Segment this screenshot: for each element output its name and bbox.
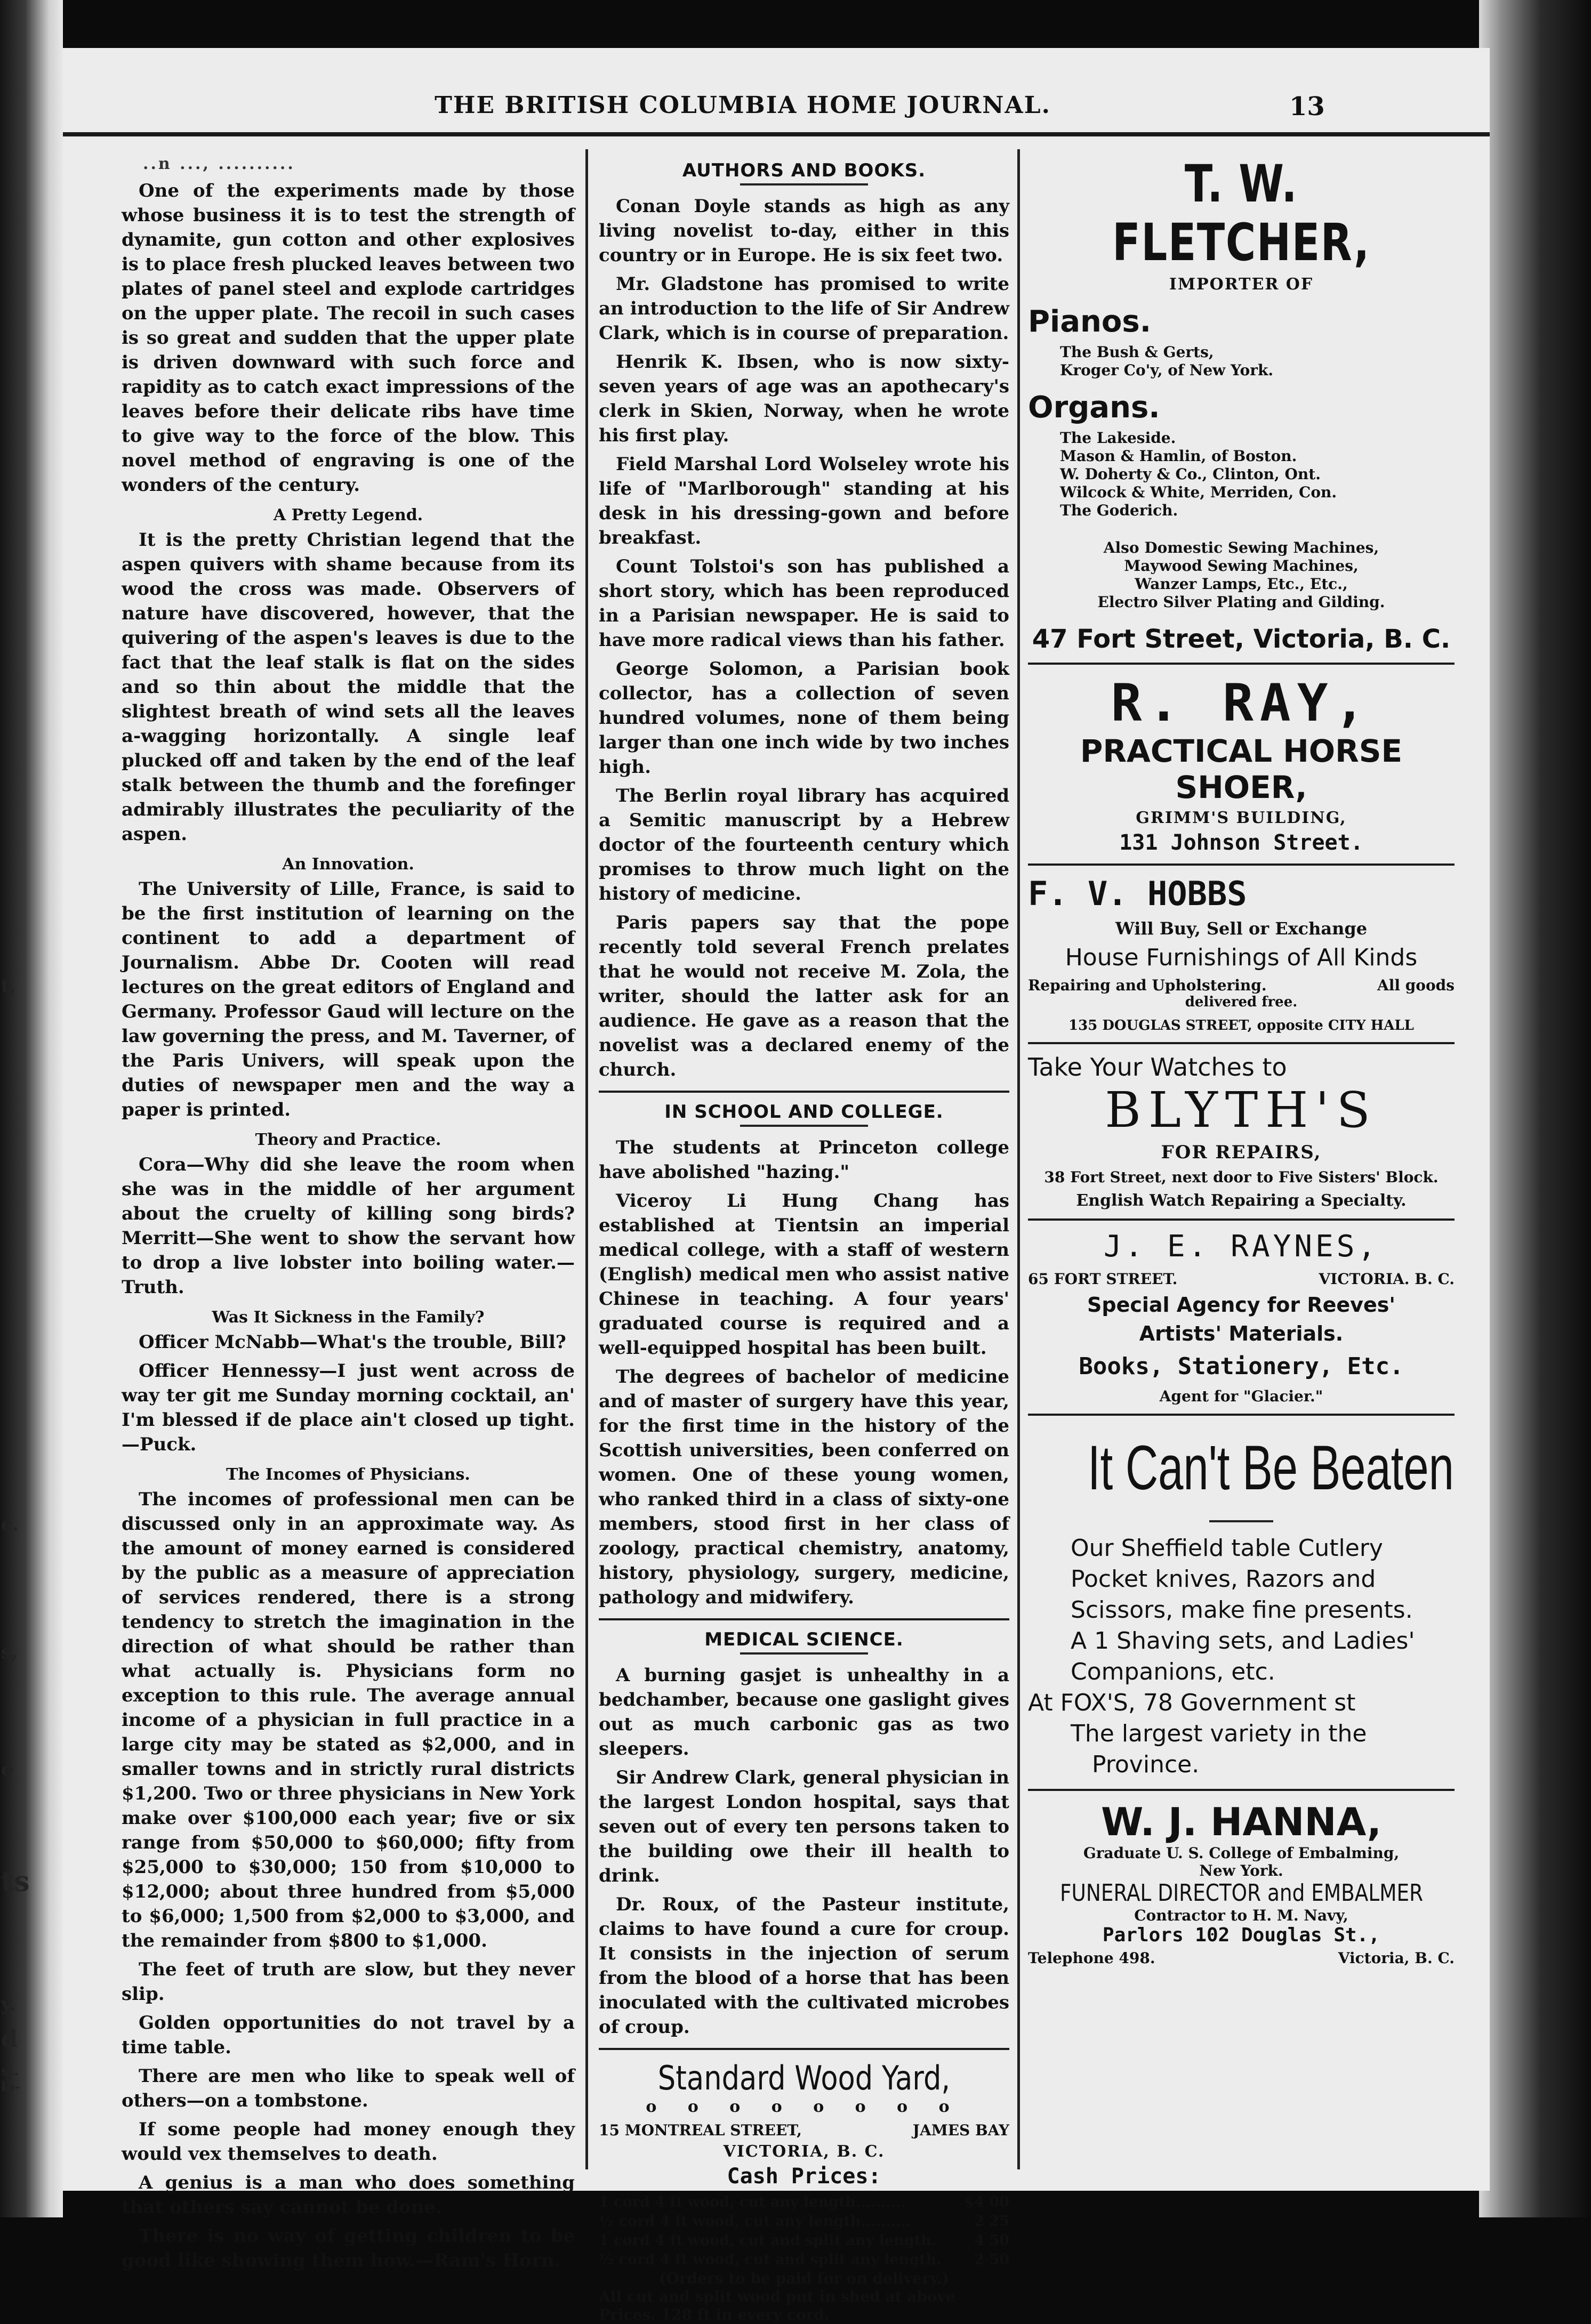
price-item: 1 cord 4 ft wood, cut and split any length. — [599, 2232, 937, 2249]
raynes-agency: Special Agency for Reeves' — [1087, 1293, 1395, 1317]
saying-genius: A genius is a man who does something that others say cannot be done. — [122, 2172, 575, 2218]
price-value: $4 00 — [964, 2194, 1009, 2210]
ad-raynes — [1028, 1229, 1455, 1405]
divider — [1028, 1789, 1455, 1791]
item-ibsen: Henrik K. Ibsen, who is now sixty-seven years of age was an apothecary's clerk in Skien, Norway, when he wrote his first play. — [599, 351, 1009, 446]
gutter-fragment: lo- — [1, 2079, 20, 2094]
ad-blyth — [1028, 1053, 1455, 1210]
page-header — [63, 92, 1490, 129]
fletcher-organ-item: The Lakeside. — [1060, 429, 1176, 447]
price-item: 1 cord 4 ft wood, cut any length.......... — [599, 2194, 906, 2210]
newspaper-page — [63, 48, 1490, 2323]
ad-standard-wood-yard — [599, 2059, 1009, 2324]
beaten-line: A 1 Shaving sets, and Ladies' — [1071, 1627, 1415, 1655]
hobbs-all-goods: All goods — [1377, 977, 1455, 994]
item-paris: Paris papers say that the pope recently told several French prelates that he would not receive M. Zola, the writer, should the latter ask for an audience. He gave as a reason that the novelist was a declared enemy of the church. — [599, 912, 1009, 1080]
article-sickness-2: Officer Hennessy—I just went across de way ter git me Sunday morning cocktail, an' I'm blessed if de place ain't closed up tight.—Puck. — [122, 1360, 575, 1455]
section-authors-books: AUTHORS AND BOOKS. — [682, 160, 926, 181]
price-row — [599, 2193, 1009, 2212]
price-item: ½ cord 4 ft wood, cut and split any length. — [599, 2252, 942, 2268]
fletcher-organ-item: The Goderich. — [1060, 502, 1178, 519]
price-value: 2 50 — [974, 2252, 1009, 2268]
article-pretty-legend: It is the pretty Christian legend that the aspen quivers with shame because from its wood the cross was made. Observers of nature have discovered, however, that the quivering of the aspen's leaves is due to the fact that the leaf stalk is flat on the sides and so thin about the middle that the slightest breath of wind sets all the leaves a-wagging horizontally. A single leaf plucked off and taken by the end of the leaf stalk between the thumb and the forefinger admirably illustrates the peculiarity of the aspen. — [122, 529, 575, 845]
raynes-city: VICTORIA. B. C. — [1319, 1270, 1455, 1288]
ray-name: R. RAY, — [1111, 673, 1372, 733]
gutter-fragment: y. — [1, 1994, 16, 2015]
saying-golden: Golden opportunities do not travel by a time table. — [122, 2012, 575, 2058]
fletcher-organ-item: Mason & Hamlin, of Boston. — [1060, 447, 1297, 465]
short-rule — [1209, 1520, 1273, 1522]
section-rule — [740, 183, 868, 185]
blyth-name: BLYTH'S — [1105, 1082, 1378, 1139]
gutter-fragment: o — [1, 1759, 13, 1780]
divider — [1028, 1414, 1455, 1416]
hobbs-address: 135 DOUGLAS STREET, opposite CITY HALL — [1068, 1018, 1414, 1034]
journal-title: THE BRITISH COLUMBIA HOME JOURNAL. — [435, 92, 1051, 119]
ad-fletcher — [1028, 155, 1455, 654]
left-page-edge — [0, 0, 63, 2217]
page-number: 13 — [1289, 92, 1325, 122]
beaten-line: At FOX'S, 78 Government st — [1028, 1689, 1356, 1716]
ray-street: 131 Johnson Street. — [1119, 830, 1363, 855]
cash-prices-title: Cash Prices: — [727, 2164, 881, 2189]
beaten-line: The largest variety in the — [1071, 1720, 1367, 1747]
wood-yard-address-row — [599, 2121, 1009, 2139]
gutter-fragment: t, — [1, 975, 16, 997]
saying-tombstone: There are men who like to speak well of others—on a tombstone. — [122, 2065, 575, 2111]
hobbs-will: Will Buy, Sell or Exchange — [1115, 918, 1368, 939]
blyth-address: 38 Fort Street, next door to Five Sisters' Block. — [1044, 1168, 1439, 1186]
fletcher-piano-item: The Bush & Gerts, — [1060, 343, 1214, 361]
section-medical-science: MEDICAL SCIENCE. — [704, 1629, 904, 1650]
beaten-title: It Can't Be Beaten — [1088, 1433, 1454, 1503]
column-rule — [585, 149, 588, 2169]
raynes-agent: Agent for "Glacier." — [1159, 1387, 1323, 1405]
column-rule — [1017, 149, 1020, 2169]
heading-pretty-legend: A Pretty Legend. — [273, 506, 423, 524]
raynes-materials: Artists' Materials. — [1139, 1322, 1344, 1345]
fletcher-also: Electro Silver Plating and Gilding. — [1097, 593, 1385, 611]
saying-children: There is no way of getting children to be good like showing them how.—Ram's Horn. — [122, 2225, 575, 2271]
item-princeton: The students at Princeton college have abolished "hazing." — [599, 1137, 1009, 1183]
hanna-city: Victoria, B. C. — [1338, 1949, 1455, 1967]
fletcher-pianos-heading: Pianos. — [1028, 304, 1151, 339]
ad-ray — [1028, 673, 1455, 855]
divider — [1028, 864, 1455, 866]
fletcher-address: 47 Fort Street, Victoria, B. C. — [1032, 624, 1451, 654]
article-incomes: The incomes of professional men can be discussed only in an approximate way. As the amount of money earned is considered by the public as a measure of appreciation of services rendered, there is a strong tendency to stretch the imagination in the direction of what should be rather than what actually is. Physicians form no exception to this rule. The average annual income of a physician in full practice in a large city may be stated as $2,000, and in smaller towns and in strictly rural districts $1,200. Two or three physicians in New York make over $100,000 each year; five or six range from $50,000 to $60,000; fifty from $25,000 to $30,000; 150 from $10,000 to $12,000; about three hundred from $5,000 to $6,000; 1,500 from $2,000 to $3,000, and the remainder from $800 to $1,000. — [122, 1489, 575, 1951]
wood-yard-city: VICTORIA, B. C. — [723, 2142, 885, 2161]
header-rule — [63, 132, 1490, 136]
item-tolstoi: Count Tolstoi's son has published a short story, which has been reproduced in a Parisian newspaper. He is said to have more radical views than his father. — [599, 556, 1009, 651]
ad-cant-be-beaten — [1028, 1432, 1455, 1780]
hanna-contractor: Contractor to H. M. Navy, — [1134, 1907, 1348, 1924]
hanna-graduate: Graduate U. S. College of Embalming, — [1083, 1844, 1400, 1862]
item-berlin: The Berlin royal library has acquired a Semitic manuscript by a Hebrew doctor of the fourteenth century which promises to throw much light on the history of medicine. — [599, 785, 1009, 905]
beaten-line: Scissors, make fine presents. — [1071, 1596, 1413, 1624]
beaten-line: Companions, etc. — [1071, 1658, 1275, 1685]
divider — [599, 2048, 1009, 2050]
column-right-ads — [1028, 155, 1455, 2180]
fletcher-organ-item: W. Doherty & Co., Clinton, Ont. — [1060, 465, 1321, 483]
gutter-fragment: ts — [1, 1866, 30, 1898]
ornament-dots: o o o o o o o o — [646, 2097, 962, 2116]
item-solomon: George Solomon, a Parisian book collector, has a collection of seven hundred volumes, none of them being larger than one inch wide by two inches high. — [599, 658, 1009, 778]
column-left — [122, 155, 575, 2271]
price-row — [599, 2250, 1009, 2270]
torn-heading-fragment: ..n ..., .......... — [143, 155, 295, 173]
fletcher-name: T. W. FLETCHER, — [1112, 154, 1370, 272]
fletcher-organs-heading: Organs. — [1028, 390, 1160, 425]
item-viceroy: Viceroy Li Hung Chang has established at Tientsin an imperial medical college, with a staff of western (English) medical men who assist native Chinese in teaching. A four years' graduated course is required and a well-equipped hospital has been built. — [599, 1190, 1009, 1359]
raynes-books: Books, Stationery, Etc. — [1079, 1353, 1404, 1380]
raynes-street: 65 FORT STREET. — [1028, 1270, 1178, 1288]
hanna-telephone: Telephone 498. — [1028, 1949, 1155, 1967]
divider — [1028, 1219, 1455, 1221]
raynes-address-row — [1028, 1270, 1455, 1288]
blyth-for-repairs: FOR REPAIRS, — [1161, 1142, 1322, 1163]
hanna-funeral: FUNERAL DIRECTOR and EMBALMER — [1060, 1879, 1424, 1907]
divider — [599, 1091, 1009, 1093]
gutter-fragment: s, — [1, 1642, 18, 1663]
fletcher-also: Maywood Sewing Machines, — [1124, 557, 1359, 575]
gutter-fragment: st. — [1, 2063, 19, 2078]
ray-trade: PRACTICAL HORSE SHOER, — [1080, 733, 1403, 805]
hobbs-repairing: Repairing and Upholstering. — [1028, 977, 1267, 994]
hobbs-delivered: delivered free. — [1185, 994, 1298, 1010]
ad-hanna — [1028, 1800, 1455, 1967]
divider — [599, 1618, 1009, 1620]
fletcher-importer: IMPORTER OF — [1169, 275, 1314, 294]
item-gasjet: A burning gasjet is unhealthy in a bedchamber, because one gaslight gives out as much carbonic gas as two sleepers. — [599, 1665, 1009, 1760]
right-page-edge — [1479, 0, 1591, 2217]
beaten-line: Province. — [1092, 1751, 1200, 1778]
section-rule — [740, 1125, 868, 1127]
heading-innovation: An Innovation. — [282, 855, 414, 874]
heading-incomes: The Incomes of Physicians. — [226, 1465, 470, 1484]
fletcher-piano-item: Kroger Co'y, of New York. — [1060, 361, 1274, 379]
divider — [1028, 663, 1455, 665]
fletcher-also: Also Domestic Sewing Machines, — [1103, 539, 1379, 556]
saying-feet-of-truth: The feet of truth are slow, but they never slip. — [122, 1959, 575, 2005]
heading-theory-practice: Theory and Practice. — [255, 1131, 441, 1149]
raynes-name: J. E. RAYNES, — [1103, 1229, 1379, 1264]
ad-hobbs — [1028, 874, 1455, 1034]
item-wolseley: Field Marshal Lord Wolseley wrote his life of "Marlborough" standing at his desk in his dressing-gown and before breakfast. — [599, 454, 1009, 548]
hobbs-house-furnishings: House Furnishings of All Kinds — [1065, 944, 1418, 971]
hanna-parlors: Parlors 102 Douglas St., — [1102, 1924, 1380, 1946]
gutter-fragment: d — [1, 2026, 18, 2053]
item-gladstone: Mr. Gladstone has promised to write an introduction to the life of Sir Andrew Clark, which is in course of preparation. — [599, 273, 1009, 344]
blyth-english: English Watch Repairing a Specialty. — [1076, 1191, 1407, 1210]
wood-yard-name: Standard Wood Yard, — [657, 2059, 951, 2097]
hanna-name: W. J. HANNA, — [1100, 1800, 1382, 1844]
price-item: ½ cord 4 ft wood, cut any length.......... — [599, 2213, 911, 2230]
divider — [1028, 1042, 1455, 1044]
blyth-take: Take Your Watches to — [1028, 1053, 1287, 1082]
wood-yard-street: 15 MONTREAL STREET, — [599, 2121, 802, 2139]
item-doyle: Conan Doyle stands as high as any living novelist to-day, either in this country or in Europe. He is six feet two. — [599, 196, 1009, 266]
section-school-college: IN SCHOOL AND COLLEGE. — [664, 1101, 944, 1123]
hobbs-repair-row — [1028, 977, 1455, 994]
wood-yard-bay: JAMES BAY — [912, 2121, 1009, 2139]
hobbs-name: F. V. HOBBS — [1028, 874, 1247, 913]
price-value: 4 50 — [974, 2232, 1009, 2249]
wood-yard-orders-note: (Orders to be paid for on delivery.) — [659, 2270, 949, 2287]
beaten-line: Our Sheffield table Cutlery — [1071, 1535, 1383, 1562]
price-value: 2 25 — [974, 2213, 1009, 2230]
saying-money: If some people had money enough they would vex themselves to death. — [122, 2119, 575, 2165]
item-degrees: The degrees of bachelor of medicine and of master of surgery have this year, for the first time in the history of the Scottish universities, been conferred on women. One of these young women, who ranked third in a class of sixty-one members, stood first in her class of zoology, practical chemistry, anatomy, history, physiology, surgery, medicine, pathology and midwifery. — [599, 1366, 1009, 1608]
price-row — [599, 2212, 1009, 2231]
ray-building: GRIMM'S BUILDING, — [1136, 809, 1347, 827]
beaten-line: Pocket knives, Razors and — [1071, 1566, 1376, 1593]
hanna-ny: New York. — [1199, 1862, 1283, 1879]
price-row — [599, 2231, 1009, 2250]
hanna-contact-row — [1028, 1949, 1455, 1967]
article-innovation: The University of Lille, France, is said to be the first institution of learning on the continent to add a department of Journalism. Abbe Dr. Cooten will read lectures on the great editors of England and Germany. Professor Gaud will lecture on the law governing the press, and M. Taverner, of the Paris Univers, will speak upon the duties of newspaper men and the way a paper is printed. — [122, 878, 575, 1120]
item-roux: Dr. Roux, of the Pasteur institute, claims to have found a cure for croup. It consists in the injection of serum from the blood of a horse that has been inoculated with the cultivated microbes of croup. — [599, 1894, 1009, 2038]
gutter-fragment: c. — [1, 1514, 19, 1535]
fletcher-organ-item: Wilcock & White, Merriden, Con. — [1060, 483, 1337, 501]
article-sickness-1: Officer McNabb—What's the trouble, Bill? — [139, 1332, 566, 1353]
heading-sickness: Was It Sickness in the Family? — [212, 1308, 485, 1327]
article-experiments: One of the experiments made by those whose business it is to test the strength of dynamite, gun cotton and other explosives is to place fresh plucked leaves between two plates of panel steel and explode cartridges on the upper plate. The recoil in such cases is so great and sudden that the upper plate is driven downward with such force and rapidity as to catch exact impressions of the leaves before their delicate ribs have time to give way to the force of the blow. This novel method of engraving is one of the wonders of the century. — [122, 180, 575, 496]
column-middle — [599, 155, 1009, 2323]
wood-yard-shed-note: All cut and split wood put in shed at above Prices. 128 ft in every cord. — [599, 2288, 955, 2323]
article-theory-practice: Cora—Why did she leave the room when she was in the middle of her argument about the cruelty of killing song birds? Merritt—She went to show the servant how to drop a live lobster into boiling water.—Truth. — [122, 1154, 575, 1298]
item-clark: Sir Andrew Clark, general physician in the largest London hospital, says that seven out of every ten persons taken to the building owe their ill health to drink. — [599, 1767, 1009, 1886]
section-rule — [740, 1652, 868, 1655]
fletcher-also: Wanzer Lamps, Etc., Etc., — [1135, 575, 1348, 593]
